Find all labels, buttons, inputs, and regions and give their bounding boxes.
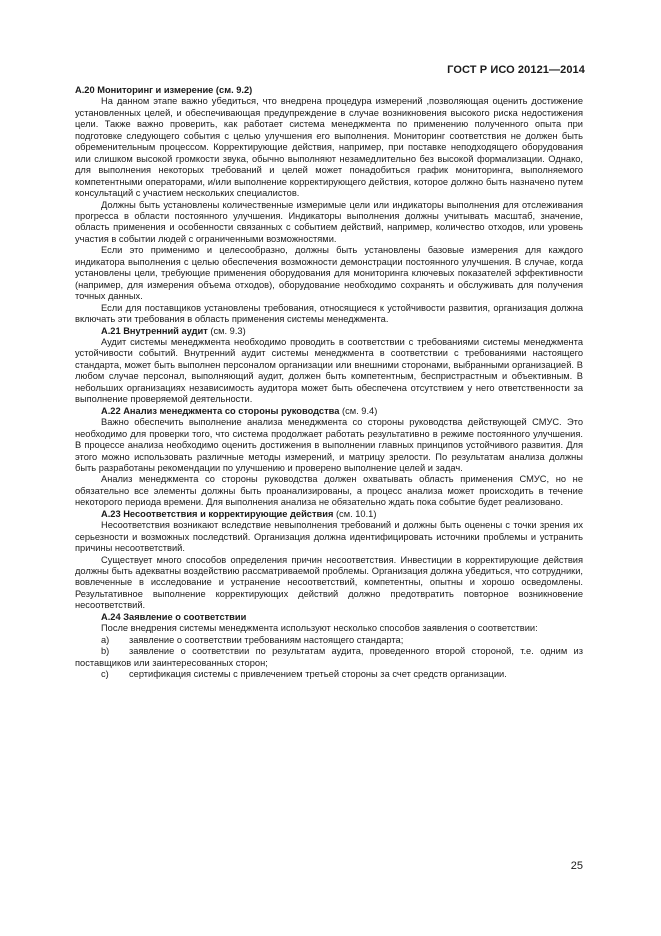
list-marker: a) [101, 634, 110, 645]
list-item-c [75, 669, 583, 680]
section-title: А.23 Несоответствия и корректирующие действия [101, 508, 334, 519]
list-marker: c) [101, 669, 109, 680]
paragraph: На данном этапе важно убедиться, что внедрена процедура измерений ,позволяющая оценить достижение установленных целей, и обеспечивающая предупреждение в случае возникновения высокого риска недостижения цели. Также важно проверить, как работает система менеджмента по применению полученного опыта при подготовке следующего события с целью улучшения его выполнения. Мониторинг соответствия не должен быть обременительным процессом. Корректирующие действия, например, при поставке неподходящего оборудования или слишком высокой громкости звука, обычно выполняют незамедлительно без высокой формализации. Однако, для выполнения некоторых требований и целей может понадобиться график мониторинга, выполняемого компетентными операторами, и/или выполнение корректирующего действия, которое должно быть назначено путем консультаций с участием нескольких специалистов. [75, 96, 583, 199]
section-heading-a20: А.20 Мониторинг и измерение (см. 9.2) [75, 85, 253, 95]
paragraph: Если для поставщиков установлены требования, относящиеся к устойчивости развития, организация должна включать эти требования в область применения системы менеджмента. [75, 302, 583, 325]
section-ref: (см. 9.4) [339, 405, 378, 416]
section-title: А.22 Анализ менеджмента со стороны руководства [101, 405, 340, 416]
list-marker: b) [101, 646, 110, 657]
list-item-a [75, 635, 583, 646]
section-ref: (см. 9.3) [207, 325, 246, 336]
section-heading-a21 [75, 326, 583, 337]
list-item-b [75, 646, 583, 669]
paragraph: Несоответствия возникают вследствие невыполнения требований и должны быть оценены с точки зрения их серьезности и возможных последствий. Организация должна идентифицировать источники проблемы и устранить причины несоответствий. [75, 520, 583, 554]
paragraph: Если это применимо и целесообразно, должны быть установлены базовые измерения для каждого индикатора выполнения с целью обеспечения возможности демонстрации постоянного улучшения. В случае, когда установлены цели, требующие применения оборудования для мониторинга ключевых показателей эффективности (например, для измерения объема отходов), оборудование необходимо сохранять и обслуживать для получения точных данных. [75, 245, 583, 302]
section-heading-a22 [75, 406, 583, 417]
list-text: заявление о соответствии требованиям настоящего стандарта; [129, 634, 404, 645]
paragraph: После внедрения системы менеджмента используют несколько способов заявления о соответствии: [101, 623, 538, 634]
paragraph: Должны быть установлены количественные измеримые цели или индикаторы выполнения для отслеживания прогресса в области постоянного улучшения. Индикаторы выполнения должны учитывать масштаб, значение, область применения и особенности связанных с событием действий, например, количество отходов, или уровень участия в событии людей с ограниченными возможностями. [75, 199, 583, 244]
paragraph: Анализ менеджмента со стороны руководства должен охватывать область применения СМУС, но не обязательно все элементы должны быть проанализированы, а процесс анализа может происходить в течение некоторого периода времени. Для выполнения анализа не обязательно ждать пока событие будет реализовано. [75, 474, 583, 508]
section-title: А.21 Внутренний аудит [101, 325, 208, 336]
list-text: сертификация системы с привлечением третьей стороны за счет средств организации. [129, 669, 507, 680]
paragraph: Важно обеспечить выполнение анализа менеджмента со стороны руководства действующей СМУС. Это необходимо для проверки того, что система продолжает работать результативно в режиме постоянного улучшения. В процессе анализа необходимо оценить достижения в выполнении главных принципов устойчивого развития. Для этого можно использовать различные методы измерений, и матрицу зрелости. По результатам анализа должны быть разработаны рекомендации по улучшению и проверено выполнение целей и задач. [75, 417, 583, 473]
section-ref: (см. 10.1) [333, 508, 377, 519]
section-heading-a23 [75, 509, 583, 520]
document-id-header: ГОСТ Р ИСО 20121—2014 [447, 64, 585, 76]
page-content [75, 85, 583, 681]
paragraph: Аудит системы менеджмента необходимо проводить в соответствии с требованиями системы менеджмента устойчивости событий. Внутренний аудит системы менеджмента в соответствии с требованиями настоящего стандарта, может быть выполнен персоналом организации или внешними сторонами, выбранными организацией. В любом случае персонал, выполняющий аудит, должен быть компетентным, беспристрастным и объективным. В небольших организациях независимость аудитора может быть обеспечена отсутствием у него ответственности за выполнение проверяемой деятельности. [75, 336, 583, 405]
section-heading-a24: А.24 Заявление о соответствии [101, 611, 247, 622]
paragraph: Существует много способов определения причин несоответствия. Инвестиции в корректирующие действия должны быть адекватны воздействию рассматриваемой проблемы. Организация должна убедиться, что сотрудники, вовлеченные в исследование и устранение несоответствий, компетентны, опытны и хорошо осведомлены. Результативное выполнение корректирующих действий должно предотвратить повторное возникновение несоответствий. [75, 554, 583, 611]
list-text: заявление о соответствии по результатам аудита, проведенного второй стороной, т.е. одним из поставщиков или заинтересованных сторон; [75, 646, 583, 668]
page-number: 25 [570, 860, 583, 872]
